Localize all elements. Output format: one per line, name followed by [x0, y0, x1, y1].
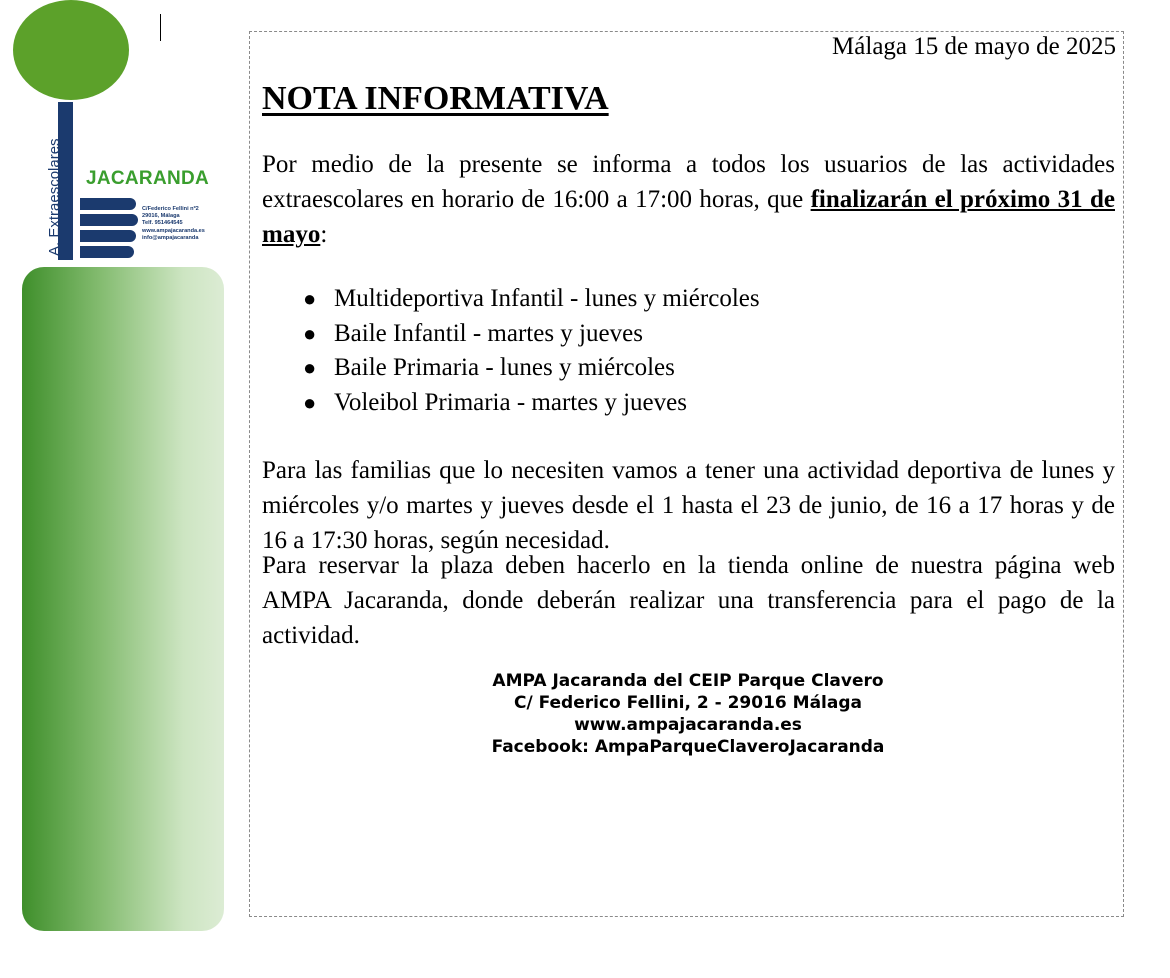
footer-line: AMPA Jacaranda del CEIP Parque Clavero	[492, 671, 884, 691]
activity-label: Voleibol Primaria - martes y jueves	[334, 388, 687, 416]
logo-wave-icon	[80, 230, 136, 242]
logo-vertical-text: A. Extraescolares	[46, 138, 63, 256]
reserve-paragraph: Para reservar la plaza deben hacerlo en la tienda online de nuestra página web AMPA Jacaranda, donde deberán realizar una transferencia para el pago de la actividad.	[262, 552, 1115, 649]
logo-contact-line: www.ampajacaranda.es	[142, 227, 205, 234]
logo-contact-line: info@ampajacaranda	[142, 234, 199, 241]
bullet-dot-icon: ●	[303, 286, 317, 311]
list-item	[262, 351, 962, 386]
logo-tree-crown	[13, 0, 129, 100]
logo-wave-icon	[80, 198, 136, 210]
logo-wave-icon	[80, 214, 138, 226]
intro-emphasis: finalizarán el próximo 31 de mayo	[262, 186, 1115, 248]
footer-contact	[388, 670, 988, 758]
bullet-dot-icon: ●	[303, 320, 317, 346]
logo-brand-name: JACARANDA	[86, 168, 210, 189]
side-gradient-bar	[22, 267, 224, 931]
list-item	[262, 317, 962, 352]
document-date: Málaga 15 de mayo de 2025	[832, 33, 1116, 60]
list-item	[262, 282, 962, 317]
intro-suffix: :	[320, 221, 328, 248]
intro-text: Por medio de la presente se informa a todos los usuarios de las actividades extraescolares en horario de 16:00 a 17:00 horas, que	[262, 151, 1115, 213]
activity-label: Baile Infantil - martes y jueves	[334, 319, 643, 347]
intro-paragraph	[262, 147, 1115, 252]
logo-contact-line: Telf. 951464545	[142, 220, 183, 227]
activities-list	[262, 282, 962, 420]
logo-wave-icon	[80, 246, 134, 258]
footer-line: Facebook: AmpaParqueClaveroJacaranda	[491, 737, 885, 757]
bullet-dot-icon: ●	[303, 355, 317, 380]
list-item	[262, 386, 962, 421]
activity-label: Baile Primaria - lunes y miércoles	[334, 354, 675, 381]
logo-contact-block	[142, 206, 205, 242]
activity-label: Multideportiva Infantil - lunes y miércoles	[334, 285, 760, 312]
families-paragraph: Para las familias que lo necesiten vamos a tener una actividad deportiva de lunes y miércoles y/o martes y jueves desde el 1 hasta el 23 de junio, de 16 a 17 horas y de 16 a 17:30 horas, según necesidad.	[262, 457, 1115, 554]
footer-line: C/ Federico Fellini, 2 - 29016 Málaga	[514, 693, 862, 713]
footer-line: www.ampajacaranda.es	[574, 715, 802, 735]
bullet-dot-icon: ●	[303, 389, 317, 415]
logo-contact-line: 29016, Málaga	[142, 213, 180, 220]
text-cursor	[160, 14, 161, 41]
document-title: NOTA INFORMATIVA	[262, 80, 609, 117]
logo-contact-line: C/Federico Fellini nº2	[142, 206, 199, 212]
